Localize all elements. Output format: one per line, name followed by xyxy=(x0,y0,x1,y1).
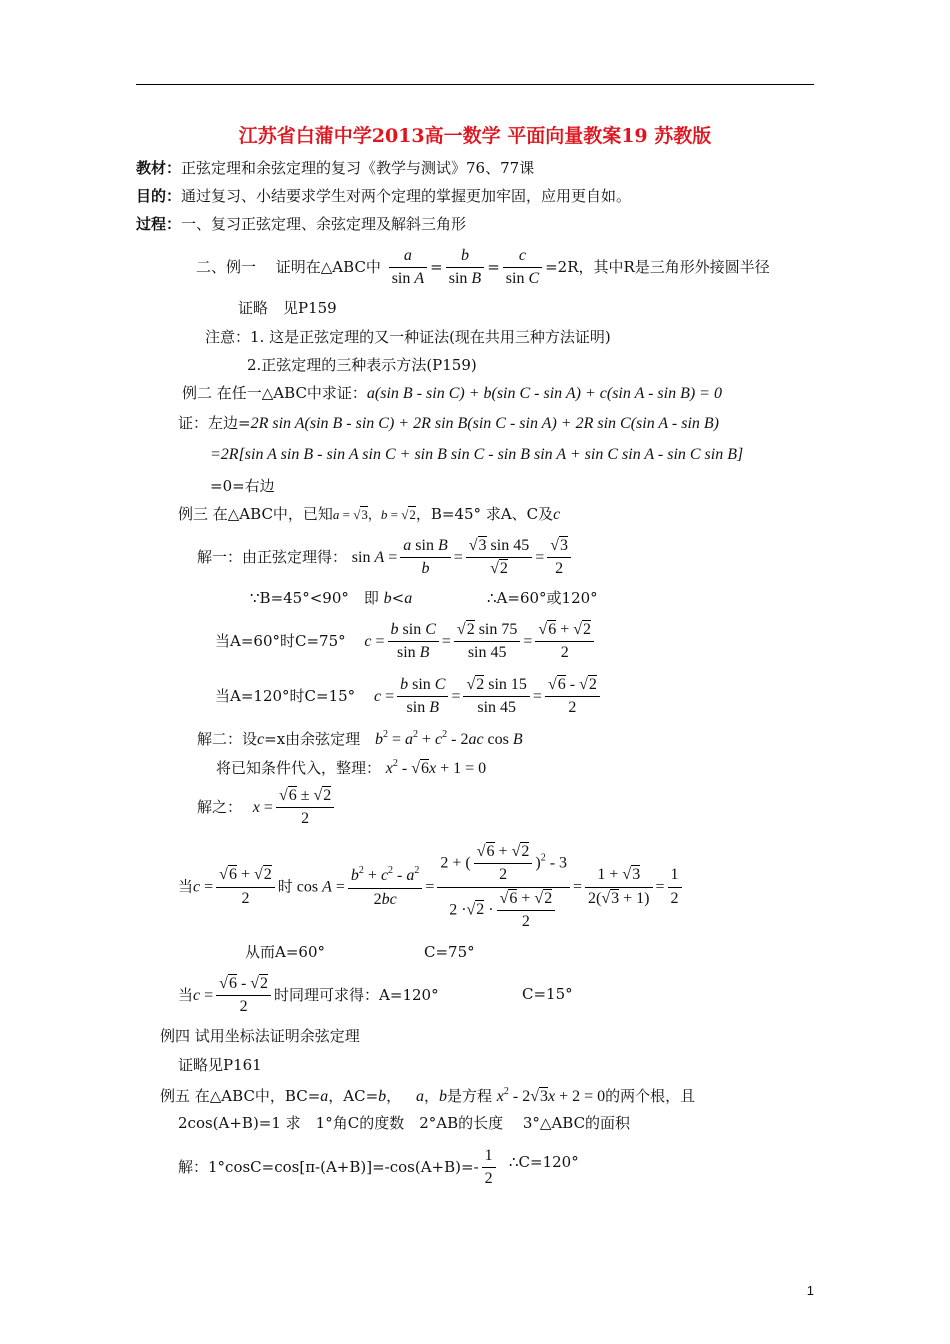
solution1-line: 解一：由正弦定理得： sin A = $\frac{\text{a sin B}}{b}$ = $\frac{√3 \sin 45}{√2}$ = $\frac{√3}{2}$ xyxy=(197,537,574,579)
example2-proof-line2: =2R[sin A sin B - sin A sin C + sin B sin C - sin B sin A + sin C sin A - sin C sin B] xyxy=(210,446,744,463)
example1-line: 二、例一 证明在△ABC中 $\frac{a}{\text{sin A}}$ = $\frac{b}{\text{sin B}}$ = $\frac{c}{\text{sin C}}$ =2R，其中R是三角形外接圆半径 xyxy=(196,247,770,288)
result-a: 从而A=60° xyxy=(245,943,325,961)
note-2: 2.正弦定理的三种表示方法(P159) xyxy=(247,356,477,374)
example3-lead: 例三 在△ABC中，已知 xyxy=(178,505,333,523)
fraction-asinB-b: $\frac{\text{a sin B}}{b}$ xyxy=(400,537,450,579)
example4-proof: 证略见P161 xyxy=(178,1056,262,1074)
example5-mid3: 是方程 xyxy=(446,1087,492,1105)
fraction-a-sinA: $\frac{a}{\text{sin A}}$ xyxy=(389,247,427,289)
when-c2-text: 当 xyxy=(178,985,194,1004)
result-line xyxy=(245,945,325,960)
when-c2-tail: 时同理可求得：A=120° xyxy=(274,985,439,1004)
example5-tail: 的两个根，且 xyxy=(605,1087,696,1105)
fraction-bsinC-sinB: $\frac{\text{b sin C}}{\text{sin B}}$ xyxy=(388,621,439,663)
fraction-root3sin45-root2: $\frac{√3 \sin 45}{√2}$ xyxy=(466,537,532,579)
case60-text: 当A=60°时C=75° xyxy=(215,631,346,650)
example4-line: 例四 试用坐标法证明余弦定理 xyxy=(160,1027,360,1045)
cos-text: 时 xyxy=(277,877,293,896)
page-title: 江苏省白蒲中学2013高一数学 平面向量教案19 苏教版 xyxy=(238,125,712,147)
fraction-bsinC-sinB-2: $\frac{\text{b sin C}}{\text{sin B}}$ xyxy=(397,676,448,718)
fraction-cos-simplified: $\frac{1 + √3}{2(√3 + 1)}$ xyxy=(585,866,652,908)
header-rule xyxy=(136,84,814,85)
example5-lead: 例五 在△ABC中，BC= xyxy=(160,1087,321,1105)
fraction-root6pmroot2-2: $\frac{√6 \pm √2}{2}$ xyxy=(276,787,334,829)
fraction-c-sinC: $\frac{c}{\text{sin C}}$ xyxy=(503,247,542,289)
example5-mid2: ， xyxy=(386,1087,402,1105)
result2-c: C=15° xyxy=(522,985,573,1003)
material-text: 正弦定理和余弦定理的复习《教学与测试》76、77课 xyxy=(181,159,535,177)
case120-line: 当A=120°时C=15° c = $\frac{\text{b sin C}}{\text{sin B}}$ = $\frac{√2 \sin 15}{\sin 45}$ = $\frac{√6 - √2}{2}$ xyxy=(215,676,603,718)
because-line: ∵B=45°<90° 即 b<a xyxy=(250,589,413,607)
example1-lead: 二、例一 证明在△ABC中 xyxy=(196,257,381,276)
when-c-text: 当 xyxy=(178,877,194,896)
material-line xyxy=(136,161,534,176)
fraction-c2-value: $\frac{√6 - √2}{2}$ xyxy=(216,975,271,1017)
proof-lead: 证：左边= xyxy=(178,414,251,432)
example5-sol-tail: ∴C=120° xyxy=(509,1153,579,1171)
solution2-mid: =x由余弦定理 xyxy=(264,730,361,748)
example5-mid1: ，AC= xyxy=(328,1087,379,1105)
example3-cond: ，B=45° 求A、C及 xyxy=(415,505,554,523)
purpose-text: 通过复习、小结要求学生对两个定理的掌握更加牢固，应用更自如。 xyxy=(181,187,632,205)
proof-line1: 2R sin A(sin B - sin C) + 2R sin B(sin C - sin A) + 2R sin C(sin A - sin B) xyxy=(250,415,719,432)
purpose-line xyxy=(136,189,631,204)
purpose-label: 目的： xyxy=(136,187,182,205)
process-line xyxy=(136,217,466,232)
fraction-root2sin15-sin45: $\frac{√2 \sin 15}{\sin 45}$ xyxy=(463,676,529,718)
substitute-text: 将已知条件代入，整理： xyxy=(216,759,382,777)
solution2-line: 解二：设c=x由余弦定理 $b^2 = a^2 + c^2 - 2ac$ cos B xyxy=(197,729,523,748)
solve-line: 解之： x = $\frac{√6 \pm √2}{2}$ xyxy=(197,787,337,829)
example5-solution xyxy=(178,1147,499,1189)
page-number: 1 xyxy=(806,1283,814,1298)
therefore-text: ∴A=60°或120° xyxy=(487,589,598,607)
process-text: 一、复习正弦定理、余弦定理及解斜三角形 xyxy=(181,215,467,233)
example5-sol-lead: 解：1°cosC=cos[π-(A+B)]=-cos(A+B)=- xyxy=(178,1157,479,1176)
fraction-b-sinB: $\frac{b}{\text{sin B}}$ xyxy=(446,247,484,289)
example2-line xyxy=(182,386,722,402)
material-label: 教材： xyxy=(136,159,182,177)
example2-proof-line1 xyxy=(178,416,719,432)
fraction-c-value: $\frac{√6 + √2}{2}$ xyxy=(216,866,275,908)
example5-line2: 2cos(A+B)=1 求 1°角C的度数 2°AB的长度 3°△ABC的面积 xyxy=(178,1114,631,1132)
case60-line: 当A=60°时C=75° c = $\frac{\text{b sin C}}{\text{sin B}}$ = $\frac{√2 \sin 75}{\sin 45}$ = $\frac{√6 + √2}{2}$ xyxy=(215,621,597,663)
solution2-lead: 解二：设 xyxy=(197,730,258,748)
solution1-lead: 解一：由正弦定理得： xyxy=(197,547,348,566)
example2-lead: 例二 在任一△ABC中求证： xyxy=(182,384,367,402)
case120-text: 当A=120°时C=15° xyxy=(215,686,356,705)
fraction-one-half: $\frac{1}{2}$ xyxy=(668,866,682,908)
when-c-line: 当c = $\frac{√6 + √2}{2}$ 时 cos A = $\frac{b^2 + c^2 - a^2}{2bc}$ = 2 + ( $\frac{√6 + √2}{2}$ )$^2$ - 3 2 ·√2 · $\frac{√6 + √2}{2}$ = $\frac{1 + √3}{2(√3 + 1)}$ = $\frac{1}{2}$ xyxy=(178,843,685,932)
example1-proof: 证略 见P159 xyxy=(238,299,337,317)
result-c: C=75° xyxy=(424,943,475,961)
because-text: ∵B=45°<90° 即 xyxy=(250,589,379,607)
example3-line: 例三 在△ABC中，已知a = √3，b = √2，B=45° 求A、C及c xyxy=(178,505,561,523)
example2-proof-line3: =0=右边 xyxy=(210,477,275,495)
note-1: 注意：1. 这是正弦定理的又一种证法(现在共用三种方法证明) xyxy=(205,328,611,346)
fraction-root6plusroot2-2: $\frac{√6 + √2}{2}$ xyxy=(535,621,594,663)
fraction-sol-half: $\frac{1}{2}$ xyxy=(482,1147,496,1189)
fraction-root6minusroot2-2: $\frac{√6 - √2}{2}$ xyxy=(545,676,600,718)
fraction-root2sin75-sin45: $\frac{√2 \sin 75}{\sin 45}$ xyxy=(454,621,520,663)
fraction-cos-formula: $\frac{b^2 + c^2 - a^2}{2bc}$ xyxy=(348,865,422,909)
example2-formula: a(sin B - sin C) + b(sin C - sin A) + c(sin A - sin B) = 0 xyxy=(366,385,722,402)
example5-line: 例五 在△ABC中，BC=a，AC=b， a，b是方程 $x^2 - 2√3x + 2 = 0$的两个根，且 xyxy=(160,1086,696,1105)
process-label: 过程： xyxy=(136,215,182,233)
fraction-root3-2: $\frac{√3}{2}$ xyxy=(547,537,571,579)
example1-tail: =2R，其中R是三角形外接圆半径 xyxy=(545,257,770,276)
substitute-line: 将已知条件代入，整理： $x^2 - √6x + 1 = 0$ xyxy=(216,758,487,777)
fraction-cos-substituted: 2 + ( $\frac{√6 + √2}{2}$ )$^2$ - 3 2 ·√2 · $\frac{√6 + √2}{2}$ xyxy=(437,843,570,932)
solve-text: 解之： xyxy=(197,797,243,816)
when-c2-line: 当c = $\frac{√6 - √2}{2}$ 时同理可求得：A=120° xyxy=(178,975,439,1016)
